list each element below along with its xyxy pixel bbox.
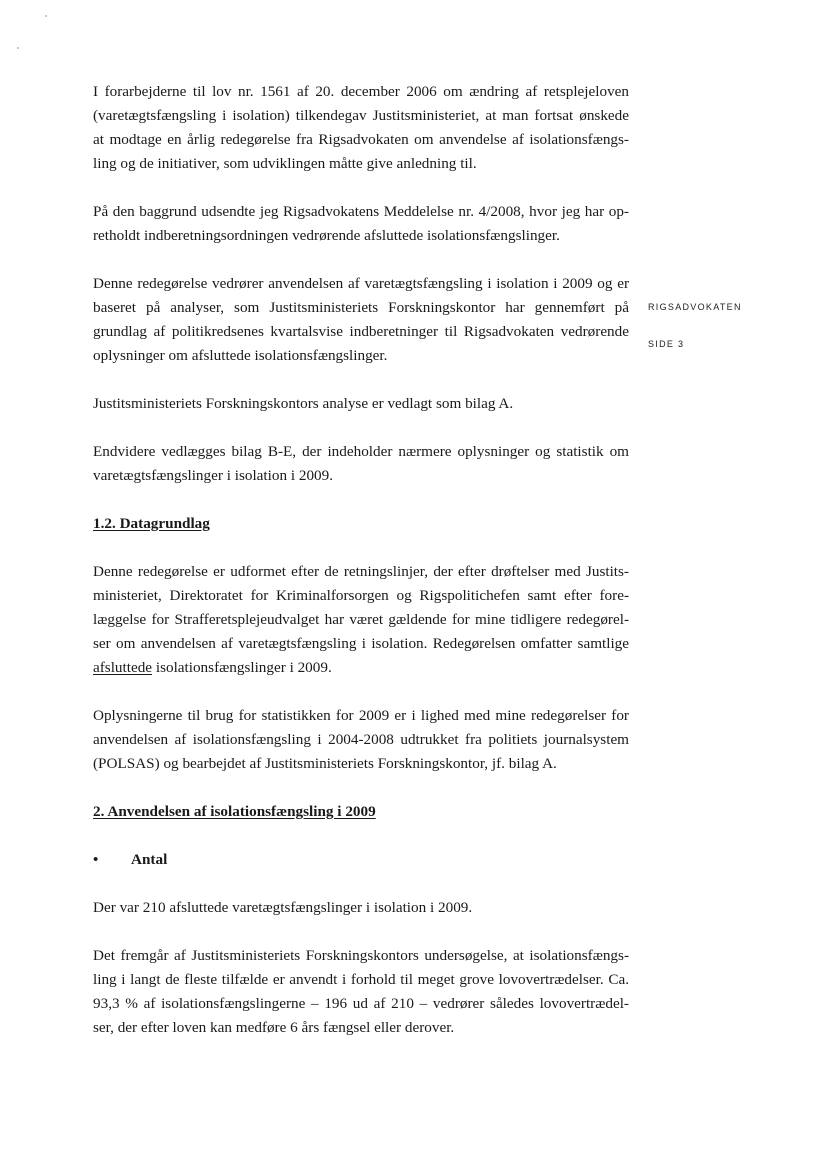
document-body — [93, 80, 629, 1040]
text-line: ling og de initiativer, som udviklingen måtte give anledning til. — [93, 155, 477, 172]
text-line: baseret på analyser, som Justitsministeriets Forskningskontor har gennemført på — [93, 299, 629, 316]
text-line: Denne redegørelse vedrører anvendelsen af varetægtsfængsling i isolation i 2009 og er — [93, 275, 629, 292]
text-line: retholdt indberetningsordningen vedrørende afsluttede isolationsfængslinger. — [93, 227, 560, 244]
bullet-icon: • — [93, 852, 99, 868]
text-line: 93,3 % af isolationsfængslingerne – 196 ud af 210 – vedrører således lovovertrædel- — [93, 995, 629, 1012]
text-line: varetægtsfængslinger i isolation i 2009. — [93, 467, 334, 484]
scan-speck — [17, 47, 19, 49]
text-line: (varetægtsfængsling i isolation) tilkendegav Justitsministeriet, at man fortsat ønskede — [93, 107, 629, 124]
paragraph-intro — [93, 80, 629, 176]
text-line — [93, 656, 629, 680]
sidebar-page-number: SIDE 3 — [648, 339, 685, 349]
text-line: anvendelsen af isolationsfængsling i 2004-2008 udtrukket fra politiets journalsystem — [93, 731, 629, 748]
text-line: Det fremgår af Justitsministeriets Forskningskontors undersøgelse, at isolationsfængs- — [93, 947, 629, 964]
text-line: læggelse for Strafferetsplejeudvalget har været gældende for mine tidligere redegørel- — [93, 611, 629, 628]
text-line: at modtage en årlig redegørelse fra Rigsadvokaten om anvendelse af isolationsfængs- — [93, 131, 629, 148]
text-line: Oplysningerne til brug for statistikken for 2009 er i lighed med mine redegørelser for — [93, 707, 629, 724]
bullet-label: Antal — [131, 851, 168, 868]
bullet-item-antal — [93, 848, 629, 872]
text-line: ser, der efter loven kan medføre 6 års fængsel eller derover. — [93, 1019, 455, 1036]
paragraph-guidelines — [93, 560, 629, 680]
text-line: I forarbejderne til lov nr. 1561 af 20. december 2006 om ændring af retsplejeloven — [93, 83, 629, 100]
text-line: Justitsministeriets Forskningskontors analyse er vedlagt som bilag A. — [93, 395, 514, 412]
text-line: Der var 210 afsluttede varetægtsfængslinger i isolation i 2009. — [93, 899, 473, 916]
section-heading-datagrundlag: 1.2. Datagrundlag — [93, 515, 210, 532]
text-fragment: isolationsfængslinger i 2009. — [152, 659, 332, 676]
paragraph-meddelelse — [93, 200, 629, 248]
paragraph-serious-offences — [93, 944, 629, 1040]
section-heading-anvendelsen: 2. Anvendelsen af isolationsfængsling i 2009 — [93, 803, 376, 820]
text-line: grundlag af politikredsenes kvartalsvise indberetninger til Rigsadvokaten vedrørende — [93, 323, 629, 340]
sidebar-org-label: RIGSADVOKATEN — [648, 302, 742, 312]
text-line: På den baggrund udsendte jeg Rigsadvokatens Meddelelse nr. 4/2008, hvor jeg har op- — [93, 203, 629, 220]
text-line: ling i langt de fleste tilfælde er anvendt i forhold til meget grove lovovertrædelser. Ca. — [93, 971, 629, 988]
paragraph-statistics-source — [93, 704, 629, 776]
text-line: ministeriet, Direktoratet for Kriminalforsorgen og Rigspolitichefen samt efter fore- — [93, 587, 629, 604]
text-line: ser om anvendelsen af varetægtsfængsling i isolation. Redegørelsen omfatter samtlige — [93, 635, 629, 652]
text-line: (POLSAS) og bearbejdet af Justitsministeriets Forskningskontor, jf. bilag A. — [93, 755, 557, 772]
paragraph-scope — [93, 272, 629, 368]
text-line: oplysninger om afsluttede isolationsfængslinger. — [93, 347, 388, 364]
paragraph-bilag-a — [93, 392, 629, 416]
text-line: Endvidere vedlægges bilag B-E, der indeholder nærmere oplysninger og statistik om — [93, 443, 629, 460]
underlined-word: afsluttede — [93, 659, 153, 676]
text-line: Denne redegørelse er udformet efter de retningslinjer, der efter drøftelser med Justits- — [93, 563, 629, 580]
paragraph-bilag-b-e — [93, 440, 629, 488]
paragraph-count — [93, 896, 629, 920]
scan-speck — [45, 15, 47, 17]
